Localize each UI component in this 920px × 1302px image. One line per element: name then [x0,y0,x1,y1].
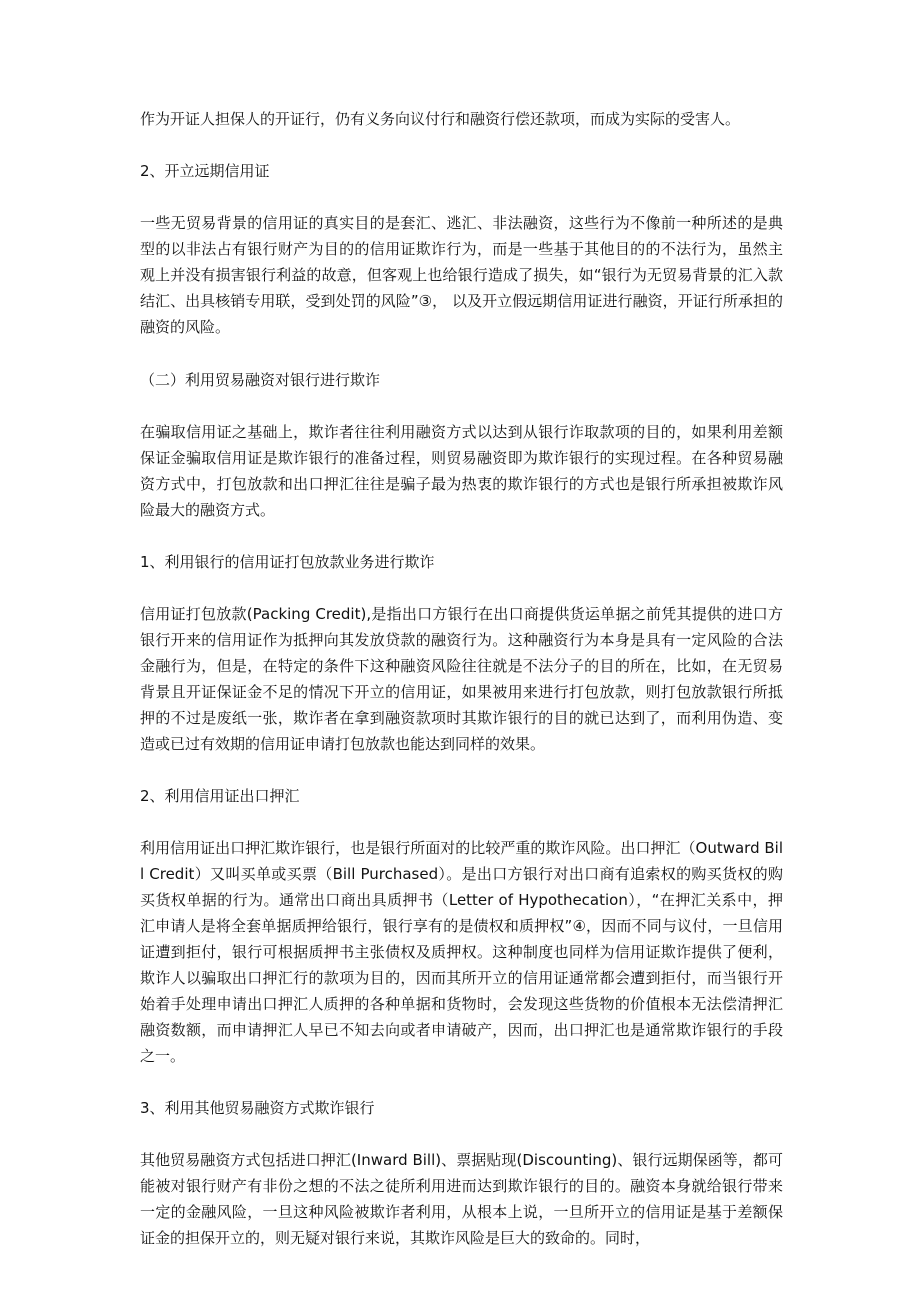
paragraph-other-financing: 其他贸易融资方式包括进口押汇(Inward Bill)、票据贴现(Discounting)、银行远期保函等，都可能被对银行财产有非份之想的不法之徒所利用进而达到欺诈银行的目的。融资本身就给银行带来一定的金融风险，一旦这种风险被欺诈者利用，从根本上说，一旦所开立的信用证是基于差额保证金的担保开立的，则无疑对银行来说，其欺诈风险是巨大的致命的。同时， [140,1151,783,1247]
paragraph-export-bill: 利用信用证出口押汇欺诈银行，也是银行所面对的比较严重的欺诈风险。出口押汇（Outward Bill Credit）又叫买单或买票（Bill Purchased）。是出口方银行对出口商有追索权的购买货权的购买货权单据的行为。通常出口商出具质押书（Letter of Hypothecation），“在押汇关系中，押汇申请人是将全套单据质押给银行，银行享有的是债权和质押权”④，因而不同与议付，一旦信用证遭到拒付，银行可根据质押书主张债权及质押权。这种制度也同样为信用证欺诈提供了便利，欺诈人以骗取出口押汇行的款项为目的，因而其所开立的信用证通常都会遭到拒付，而当银行开始着手处理申请出口押汇人质押的各种单据和货物时，会发现这些货物的价值根本无法偿清押汇融资数额，而申请押汇人早已不知去向或者申请破产，因而，出口押汇也是通常欺诈银行的手段之一。 [140,839,783,1065]
heading-export-bill: 2、利用信用证出口押汇 [140,787,300,805]
heading-packing-credit: 1、利用银行的信用证打包放款业务进行欺诈 [140,553,435,571]
heading-trade-finance-fraud: （二）利用贸易融资对银行进行欺诈 [140,371,381,389]
heading-other-financing: 3、利用其他贸易融资方式欺诈银行 [140,1099,375,1117]
paragraph-packing-credit: 信用证打包放款(Packing Credit),是指出口方银行在出口商提供货运单据之前凭其提供的进口方银行开来的信用证作为抵押向其发放贷款的融资行为。这种融资行为本身是具有一定风险的合法金融行为，但是，在特定的条件下这种融资风险往往就是不法分子的目的所在，比如，在无贸易背景且开证保证金不足的情况下开立的信用证，如果被用来进行打包放款，则打包放款银行所抵押的不过是废纸一张，欺诈者在拿到融资款项时其欺诈银行的目的就已达到了，而利用伪造、变造或已过有效期的信用证申请打包放款也能达到同样的效果。 [140,605,783,753]
document-body [140,106,783,1251]
paragraph-issuing-bank-victim: 作为开证人担保人的开证行，仍有义务向议付行和融资行偿还款项，而成为实际的受害人。 [140,110,741,128]
paragraph-usance-lc: 一些无贸易背景的信用证的真实目的是套汇、逃汇、非法融资，这些行为不像前一种所述的是典型的以非法占有银行财产为目的的信用证欺诈行为，而是一些基于其他目的的不法行为，虽然主观上并没有损害银行利益的故意，但客观上也给银行造成了损失，如“银行为无贸易背景的汇入款结汇、出具核销专用联，受到处罚的风险”③， 以及开立假远期信用证进行融资，开证行所承担的融资的风险。 [140,214,783,336]
heading-usance-lc: 2、开立远期信用证 [140,162,270,180]
paragraph-trade-finance-fraud: 在骗取信用证之基础上，欺诈者往往利用融资方式以达到从银行诈取款项的目的，如果利用差额保证金骗取信用证是欺诈银行的准备过程，则贸易融资即为欺诈银行的实现过程。在各种贸易融资方式中，打包放款和出口押汇往往是骗子最为热衷的欺诈银行的方式也是银行所承担被欺诈风险最大的融资方式。 [140,423,783,519]
